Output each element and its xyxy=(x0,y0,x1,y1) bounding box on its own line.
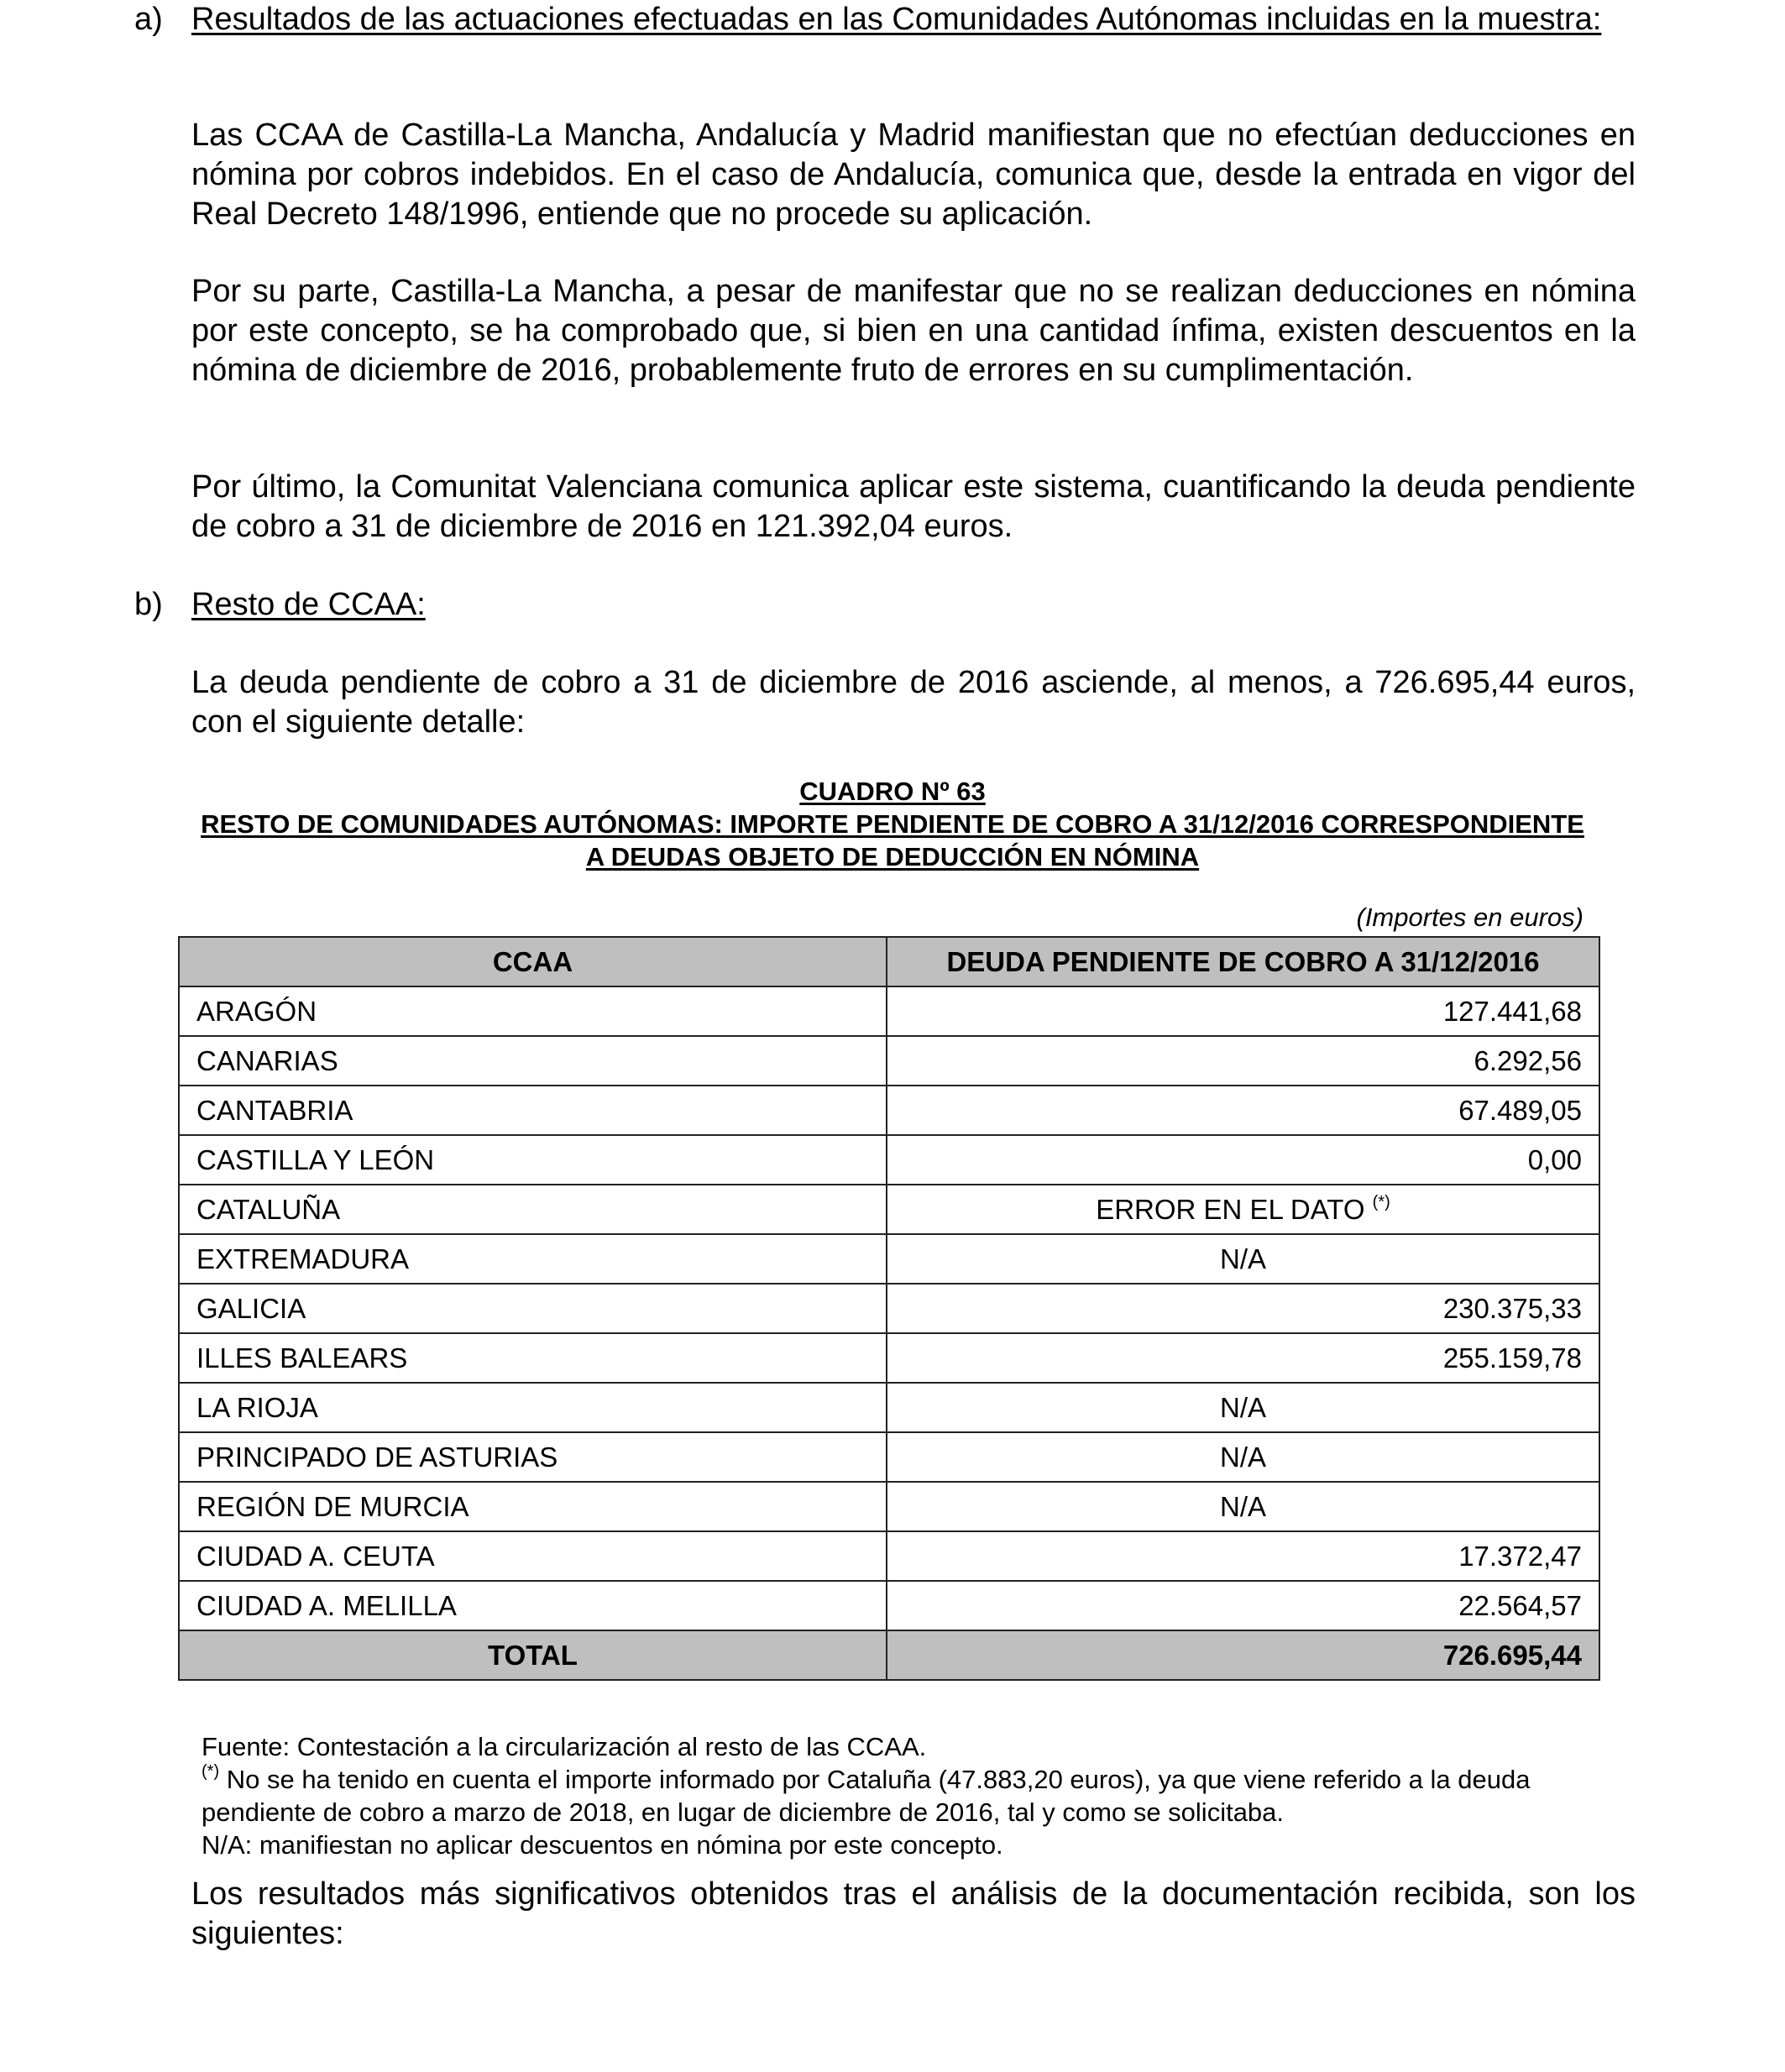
ccaa-cell: CIUDAD A. MELILLA xyxy=(179,1581,887,1630)
table-caption-title-line2-text: A DEUDAS OBJETO DE DEDUCCIÓN EN NÓMINA xyxy=(585,842,1200,871)
paragraph-b1: La deuda pendiente de cobro a 31 de diciembre de 2016 asciende, al menos, a 726.695,44 euros, con el siguiente detalle: xyxy=(191,665,1636,740)
paragraph-a2: Por su parte, Castilla-La Mancha, a pesar de manifestar que no se realizan deducciones en nómina por este concepto, se ha comprobado que, si bien en una cantidad ínfima, existen descuentos en la nómina de diciembre de 2016, probablemente fruto de errores en su cumplimentación. xyxy=(191,274,1636,388)
table-row xyxy=(179,1234,1599,1284)
table-row xyxy=(179,1482,1599,1531)
table-row xyxy=(179,1086,1599,1135)
closing-paragraph: Los resultados más significativos obtenidos tras el análisis de la documentación recibida, son los siguientes: xyxy=(191,1876,1636,1951)
column-header-debt: DEUDA PENDIENTE DE COBRO A 31/12/2016 xyxy=(887,937,1599,986)
table-caption-number-text: CUADRO Nº 63 xyxy=(799,777,986,806)
debt-cell xyxy=(887,986,1599,1036)
total-label: TOTAL xyxy=(179,1630,887,1680)
ccaa-cell: GALICIA xyxy=(179,1284,887,1333)
debt-value: 6.292,56 xyxy=(1474,1044,1582,1076)
paragraph-a1: Las CCAA de Castilla-La Mancha, Andalucía y Madrid manifiestan que no efectúan deducciones en nómina por cobros indebidos. En el caso de Andalucía, comunica que, desde la entrada en vigor del Real Decreto 148/1996, entiende que no procede su aplicación. xyxy=(191,118,1636,232)
debt-value: 127.441,68 xyxy=(1442,995,1582,1027)
table-row xyxy=(179,1036,1599,1086)
list-marker-b: b) xyxy=(134,587,163,622)
debt-table xyxy=(178,936,1600,1681)
column-header-ccaa: CCAA xyxy=(179,937,887,986)
debt-value: 255.159,78 xyxy=(1442,1342,1582,1373)
ccaa-cell: CANARIAS xyxy=(179,1036,887,1086)
table-row xyxy=(179,1383,1599,1432)
table-row xyxy=(179,1333,1599,1383)
debt-cell xyxy=(887,1531,1599,1581)
debt-value: 22.564,57 xyxy=(1458,1589,1582,1621)
table-row xyxy=(179,1581,1599,1630)
total-value: 726.695,44 xyxy=(887,1630,1599,1680)
paragraph-a3: Por último, la Comunitat Valenciana comunica aplicar este sistema, cuantificando la deuda pendiente de cobro a 31 de diciembre de 2016 en 121.392,04 euros. xyxy=(191,469,1636,544)
debt-cell xyxy=(887,1383,1599,1432)
debt-value: 67.489,05 xyxy=(1458,1094,1582,1126)
debt-value: N/A xyxy=(1219,1490,1266,1522)
table-row xyxy=(179,1185,1599,1234)
table-row xyxy=(179,1135,1599,1185)
debt-cell xyxy=(887,1086,1599,1135)
table-row xyxy=(179,1284,1599,1333)
ccaa-cell: ILLES BALEARS xyxy=(179,1333,887,1383)
ccaa-cell: CASTILLA Y LEÓN xyxy=(179,1135,887,1185)
ccaa-cell: ARAGÓN xyxy=(179,986,887,1036)
units-note: (Importes en euros) xyxy=(1356,903,1583,932)
table-caption-number xyxy=(0,776,1785,808)
debt-cell xyxy=(887,1135,1599,1185)
asterisk-note-text: No se ha tenido en cuenta el importe informado por Cataluña (47.883,20 euros), ya que viene referido a la deuda pendiente de cobro a marzo de 2018, en lugar de diciembre de 2016, tal y como se solicitaba. xyxy=(202,1765,1531,1827)
debt-cell xyxy=(887,1036,1599,1086)
table-caption-title-line1-text: RESTO DE COMUNIDADES AUTÓNOMAS: IMPORTE PENDIENTE DE COBRO A 31/12/2016 CORRESPONDIENTE xyxy=(201,809,1584,839)
section-a-heading: Resultados de las actuaciones efectuadas en las Comunidades Autónomas incluidas en la muestra: xyxy=(191,2,1602,37)
ccaa-cell: CIUDAD A. CEUTA xyxy=(179,1531,887,1581)
total-row xyxy=(179,1630,1599,1680)
debt-cell xyxy=(887,1581,1599,1630)
debt-value: 230.375,33 xyxy=(1442,1292,1582,1324)
table-header-row xyxy=(179,937,1599,986)
debt-value: N/A xyxy=(1219,1441,1266,1473)
debt-cell xyxy=(887,1432,1599,1482)
source-note: Fuente: Contestación a la circularización al resto de las CCAA. xyxy=(202,1732,927,1761)
debt-cell xyxy=(887,1185,1599,1234)
ccaa-cell: CATALUÑA xyxy=(179,1185,887,1234)
debt-value: 0,00 xyxy=(1527,1143,1582,1175)
debt-cell xyxy=(887,1284,1599,1333)
debt-value: ERROR EN EL DATO xyxy=(1096,1193,1365,1225)
debt-value: 17.372,47 xyxy=(1458,1540,1582,1572)
debt-cell xyxy=(887,1234,1599,1284)
debt-cell xyxy=(887,1482,1599,1531)
debt-value: N/A xyxy=(1219,1243,1266,1274)
ccaa-cell: PRINCIPADO DE ASTURIAS xyxy=(179,1432,887,1482)
table-row xyxy=(179,1531,1599,1581)
table-row xyxy=(179,986,1599,1036)
section-b-heading: Resto de CCAA: xyxy=(191,587,426,622)
asterisk-note xyxy=(202,1763,1604,1829)
ccaa-cell: CANTABRIA xyxy=(179,1086,887,1135)
table-row xyxy=(179,1432,1599,1482)
ccaa-cell: REGIÓN DE MURCIA xyxy=(179,1482,887,1531)
list-marker-a: a) xyxy=(134,2,163,37)
na-note: N/A: manifiestan no aplicar descuentos en nómina por este concepto. xyxy=(202,1830,1003,1860)
table-caption-title-line1 xyxy=(0,808,1785,840)
debt-cell xyxy=(887,1333,1599,1383)
debt-value: N/A xyxy=(1219,1391,1266,1423)
table-body xyxy=(179,986,1599,1680)
ccaa-cell: EXTREMADURA xyxy=(179,1234,887,1284)
footnote-mark: (*) xyxy=(1372,1192,1390,1211)
table-caption-title-line2 xyxy=(0,841,1785,873)
asterisk-mark: (*) xyxy=(202,1762,220,1781)
ccaa-cell: LA RIOJA xyxy=(179,1383,887,1432)
